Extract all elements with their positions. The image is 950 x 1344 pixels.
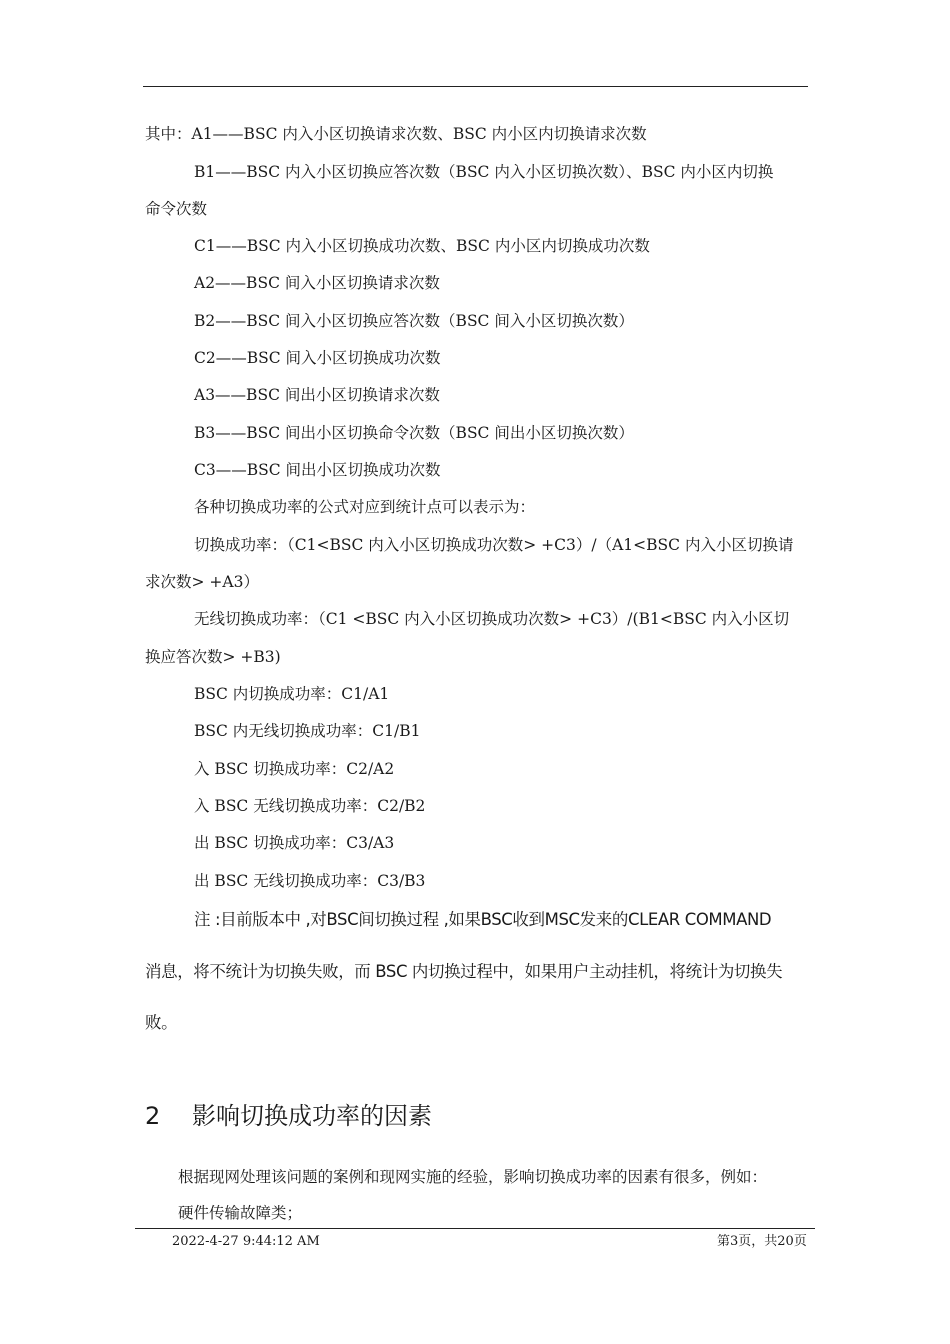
note-line-2: 消息，将不统计为切换失败，而 BSC 内切换过程中，如果用户主动挂机，将统计为切换失 [145, 962, 783, 981]
formula-handover: 切换成功率：（C1<BSC 内入小区切换成功次数> +C3）/（A1<BSC 内入小区切换请 [194, 536, 794, 554]
definition-a2: A2——BSC 间入小区切换请求次数 [194, 274, 440, 292]
definition-b3: B3——BSC 间出小区切换命令次数（BSC 间出小区切换次数） [194, 424, 634, 442]
formula-handover-continued: 求次数> +A3） [145, 573, 259, 591]
formula-radio-handover: 无线切换成功率：（C1 <BSC 内入小区切换成功次数> +C3）/(B1<BSC 内入小区切 [194, 610, 790, 628]
definition-b1: B1——BSC 内入小区切换应答次数（BSC 内入小区切换次数）、BSC 内小区内切换 [194, 163, 774, 181]
formula-intra-bsc: BSC 内切换成功率：C1/A1 [194, 685, 390, 703]
section-list-item: 硬件传输故障类； [178, 1204, 303, 1222]
footer-rule [135, 1228, 815, 1229]
header-rule [143, 86, 808, 87]
definition-c3: C3——BSC 间出小区切换成功次数 [194, 461, 441, 479]
note-line-1: 注 :目前版本中 ,对BSC间切换过程 ,如果BSC收到MSC发来的CLEAR COMMAND [194, 910, 772, 929]
section-heading [145, 1101, 432, 1131]
footer-page-number: 第3页，共20页 [717, 1234, 807, 1249]
formula-radio-handover-continued: 换应答次数> +B3) [145, 648, 281, 666]
definition-c2: C2——BSC 间入小区切换成功次数 [194, 349, 441, 367]
formula-intra-bsc-radio: BSC 内无线切换成功率：C1/B1 [194, 722, 421, 740]
formula-out-bsc-radio: 出 BSC 无线切换成功率：C3/B3 [194, 872, 426, 890]
note-line-3: 败。 [145, 1013, 178, 1032]
section-paragraph: 根据现网处理该问题的案例和现网实施的经验，影响切换成功率的因素有很多，例如： [178, 1168, 768, 1186]
formula-lead: 各种切换成功率的公式对应到统计点可以表示为： [194, 498, 536, 516]
formula-in-bsc: 入 BSC 切换成功率：C2/A2 [194, 760, 395, 778]
definition-c1: C1——BSC 内入小区切换成功次数、BSC 内小区内切换成功次数 [194, 237, 650, 255]
section-title: 影响切换成功率的因素 [192, 1102, 432, 1130]
definition-b2: B2——BSC 间入小区切换应答次数（BSC 间入小区切换次数） [194, 312, 634, 330]
formula-out-bsc: 出 BSC 切换成功率：C3/A3 [194, 834, 395, 852]
footer-datetime: 2022-4-27 9:44:12 AM [172, 1234, 320, 1249]
section-number: 2 [145, 1102, 161, 1130]
definition-a1: 其中：A1——BSC 内入小区切换请求次数、BSC 内小区内切换请求次数 [145, 125, 647, 143]
formula-in-bsc-radio: 入 BSC 无线切换成功率：C2/B2 [194, 797, 426, 815]
definition-b1-continued: 命令次数 [145, 200, 208, 218]
definition-a3: A3——BSC 间出小区切换请求次数 [194, 386, 440, 404]
